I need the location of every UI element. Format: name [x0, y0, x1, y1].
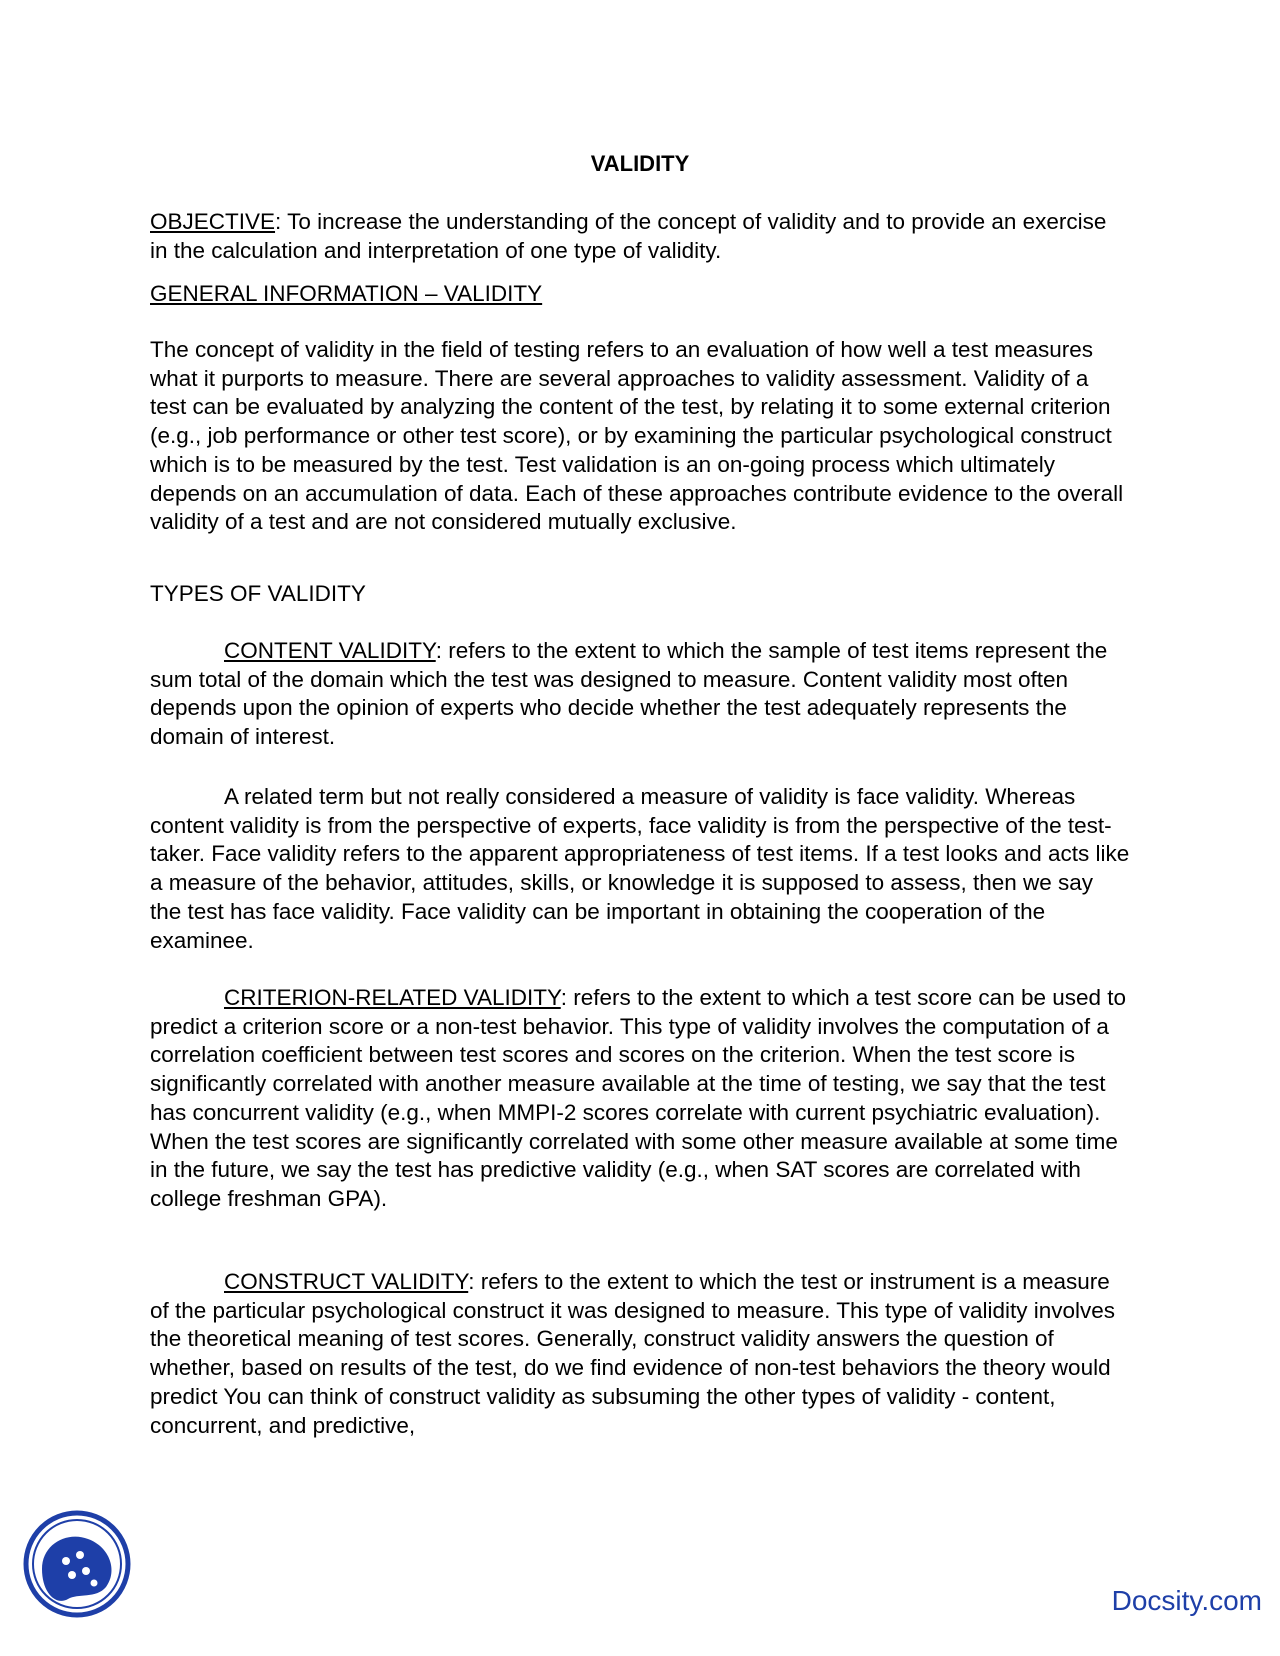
criterion-validity-paragraph: [150, 984, 1130, 1214]
docsity-logo-icon: [22, 1509, 132, 1619]
construct-validity-label: CONSTRUCT VALIDITY: [224, 1269, 469, 1294]
docsity-brand-text[interactable]: Docsity.com: [1111, 1585, 1262, 1616]
general-information-heading: GENERAL INFORMATION – VALIDITY: [150, 281, 543, 306]
objective-paragraph: [150, 208, 1130, 265]
general-information-paragraph: The concept of validity in the field of testing refers to an evaluation of how well a test measures what it purports to measure. There are several approaches to validity assessment. Validity of a test can be evaluated by analyzing the content of the test, by relating it to some external criterion (e.g., job performance or other test score), or by examining the particular psychological construct which is to be measured by the test. Test validation is an on-going process which ultimately depends on an accumulation of data. Each of these approaches contribute evidence to the overall validity of a test and are not considered mutually exclusive.: [150, 337, 1124, 535]
types-of-validity-heading: TYPES OF VALIDITY: [150, 581, 366, 606]
criterion-validity-text: : refers to the extent to which a test score can be used to predict a criterion score or a non-test behavior. This type of validity involves the computation of a correlation coefficient between test scores and scores on the criterion. When the test score is significantly correlated with another measure available at the time of testing, we say that the test has concurrent validity (e.g., when MMPI-2 scores correlate with current psychiatric evaluation). When the test scores are significantly correlated with some other measure available at some time in the future, we say the test has predictive validity (e.g., when SAT scores are correlated with college freshman GPA).: [150, 985, 1127, 1211]
content-validity-text: : refers to the extent to which the sample of test items represent the sum total of the domain which the test was designed to measure. Content validity most often depends upon the opinion of experts who decide whether the test adequately represents the domain of interest.: [150, 638, 1108, 750]
construct-validity-text: : refers to the extent to which the test or instrument is a measure of the particular psychological construct it was designed to measure. This type of validity involves the theoretical meaning of test scores. Generally, construct validity answers the question of whether, based on results of the test, do we find evidence of non-test behaviors the theory would predict You can think of construct validity as subsuming the other types of validity - content, concurrent, and predictive,: [150, 1269, 1116, 1438]
content-validity-paragraph: [150, 637, 1130, 752]
construct-validity-paragraph: [150, 1268, 1130, 1440]
criterion-validity-label: CRITERION-RELATED VALIDITY: [224, 985, 561, 1010]
objective-label: OBJECTIVE: [150, 209, 276, 234]
objective-text: : To increase the understanding of the concept of validity and to provide an exercise in the calculation and interpretation of one type of validity.: [150, 209, 1107, 263]
face-validity-paragraph: A related term but not really considered a measure of validity is face validity. Whereas content validity is from the perspective of experts, face validity is from the perspective of the test-taker. Face validity refers to the apparent appropriateness of test items. If a test looks and acts like a measure of the behavior, attitudes, skills, or knowledge it is supposed to assess, then we say the test has face validity. Face validity can be important in obtaining the cooperation of the examinee.: [150, 784, 1130, 953]
content-validity-label: CONTENT VALIDITY: [224, 638, 436, 663]
document-title: VALIDITY: [590, 151, 690, 176]
